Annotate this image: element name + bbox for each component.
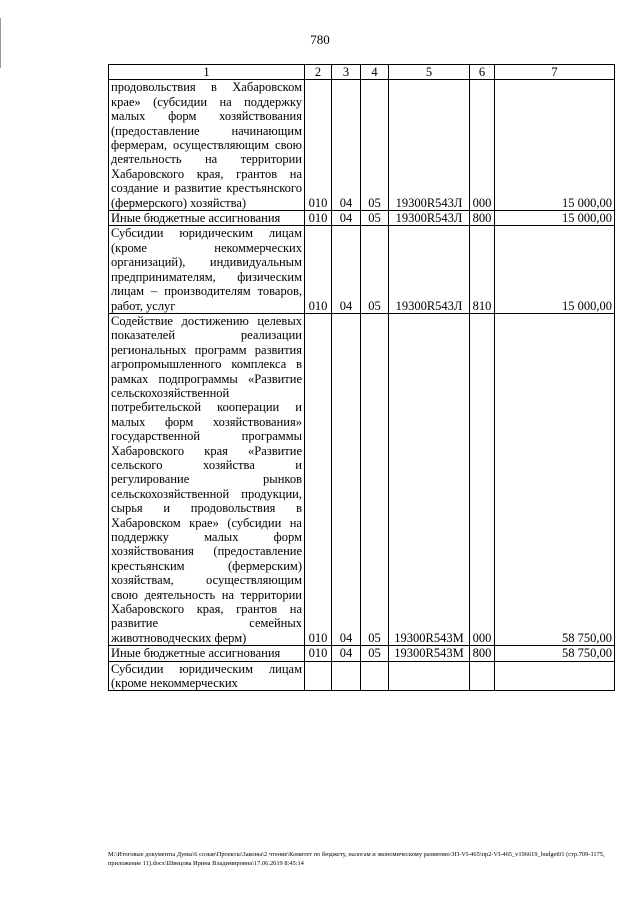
row-description: Содействие достижению целевых показателей реализации региональных программ развития агропромышленного комплекса в рамках подпрограммы «Развитие сельскохозяйственной потребительской кооперации и малых форм хозяйствования» государственной программы Хабаровского края «Развитие сельского хозяйства и регулирование рынков сельскохозяйственной продукции, сырья и продовольствия в Хабаровском крае» (субсидии на поддержку малых форм хозяйствования (предоставление крестьянским (фермерским) хозяйствам, осуществляющим свою деятельность на территории Хабаровского края, грантов на развитие семейных животноводческих ферм) xyxy=(109,313,305,645)
row-code-expense-type: 810 xyxy=(470,226,495,313)
table-row xyxy=(109,313,615,645)
column-header: 3 xyxy=(332,65,361,80)
row-code-ministry xyxy=(305,661,332,691)
row-amount: 15 000,00 xyxy=(495,211,615,226)
table-row xyxy=(109,80,615,211)
row-amount: 15 000,00 xyxy=(495,80,615,211)
row-code-target xyxy=(389,661,470,691)
row-code-target: 19300R543М xyxy=(389,646,470,661)
row-code-section: 04 xyxy=(332,313,361,645)
row-code-expense-type xyxy=(470,661,495,691)
row-description: Субсидии юридическим лицам (кроме некоммерческих xyxy=(109,661,305,691)
row-code-expense-type: 800 xyxy=(470,211,495,226)
row-code-target: 19300R543Л xyxy=(389,226,470,313)
table-row xyxy=(109,226,615,313)
row-code-ministry: 010 xyxy=(305,226,332,313)
row-code-ministry: 010 xyxy=(305,80,332,211)
column-header: 5 xyxy=(389,65,470,80)
column-header: 6 xyxy=(470,65,495,80)
row-code-subsection: 05 xyxy=(361,226,389,313)
page-number: 780 xyxy=(310,32,330,47)
row-code-section: 04 xyxy=(332,80,361,211)
row-amount xyxy=(495,661,615,691)
document-path-footer: M:\Итоговые документы Думы\6 созыв\Проекты\Законы\2 чтение\Комитет по бюджету, налогам и экономическому развитию\ЗП-VI-465\пр2-VI-465_v196619_budget01 (стр.709-1175, приложение 11).docx\Швецова Ирина Владимировна\17.06.2019 8:45:14 xyxy=(108,851,605,867)
row-description: продовольствия в Хабаровском крае» (субсидии на поддержку малых форм хозяйствования (предоставление начинающим фермерам, осуществляющим свою деятельность на территории Хабаровского края, грантов на создание и развитие крестьянского (фермерского) хозяйства) xyxy=(109,80,305,211)
column-header: 4 xyxy=(361,65,389,80)
row-amount: 58 750,00 xyxy=(495,313,615,645)
row-code-expense-type: 000 xyxy=(470,80,495,211)
row-code-ministry: 010 xyxy=(305,646,332,661)
row-code-expense-type: 000 xyxy=(470,313,495,645)
row-code-target: 19300R543М xyxy=(389,313,470,645)
row-code-target: 19300R543Л xyxy=(389,80,470,211)
row-code-section xyxy=(332,661,361,691)
row-code-expense-type: 800 xyxy=(470,646,495,661)
table-row xyxy=(109,211,615,226)
table-row xyxy=(109,646,615,661)
row-code-subsection: 05 xyxy=(361,313,389,645)
budget-table xyxy=(108,64,615,691)
row-amount: 58 750,00 xyxy=(495,646,615,661)
column-header: 2 xyxy=(305,65,332,80)
column-header: 7 xyxy=(495,65,615,80)
table-header-row xyxy=(109,65,615,80)
row-amount: 15 000,00 xyxy=(495,226,615,313)
row-description: Иные бюджетные ассигнования xyxy=(109,211,305,226)
row-code-target: 19300R543Л xyxy=(389,211,470,226)
column-header: 1 xyxy=(109,65,305,80)
row-code-section: 04 xyxy=(332,226,361,313)
row-code-section: 04 xyxy=(332,211,361,226)
row-code-subsection: 05 xyxy=(361,646,389,661)
row-code-subsection xyxy=(361,661,389,691)
row-description: Субсидии юридическим лицам (кроме некоммерческих организаций), индивидуальным предпринимателям, физическим лицам – производителям товаров, работ, услуг xyxy=(109,226,305,313)
row-code-section: 04 xyxy=(332,646,361,661)
row-code-ministry: 010 xyxy=(305,313,332,645)
row-description: Иные бюджетные ассигнования xyxy=(109,646,305,661)
table-row xyxy=(109,661,615,691)
row-code-subsection: 05 xyxy=(361,211,389,226)
row-code-subsection: 05 xyxy=(361,80,389,211)
row-code-ministry: 010 xyxy=(305,211,332,226)
